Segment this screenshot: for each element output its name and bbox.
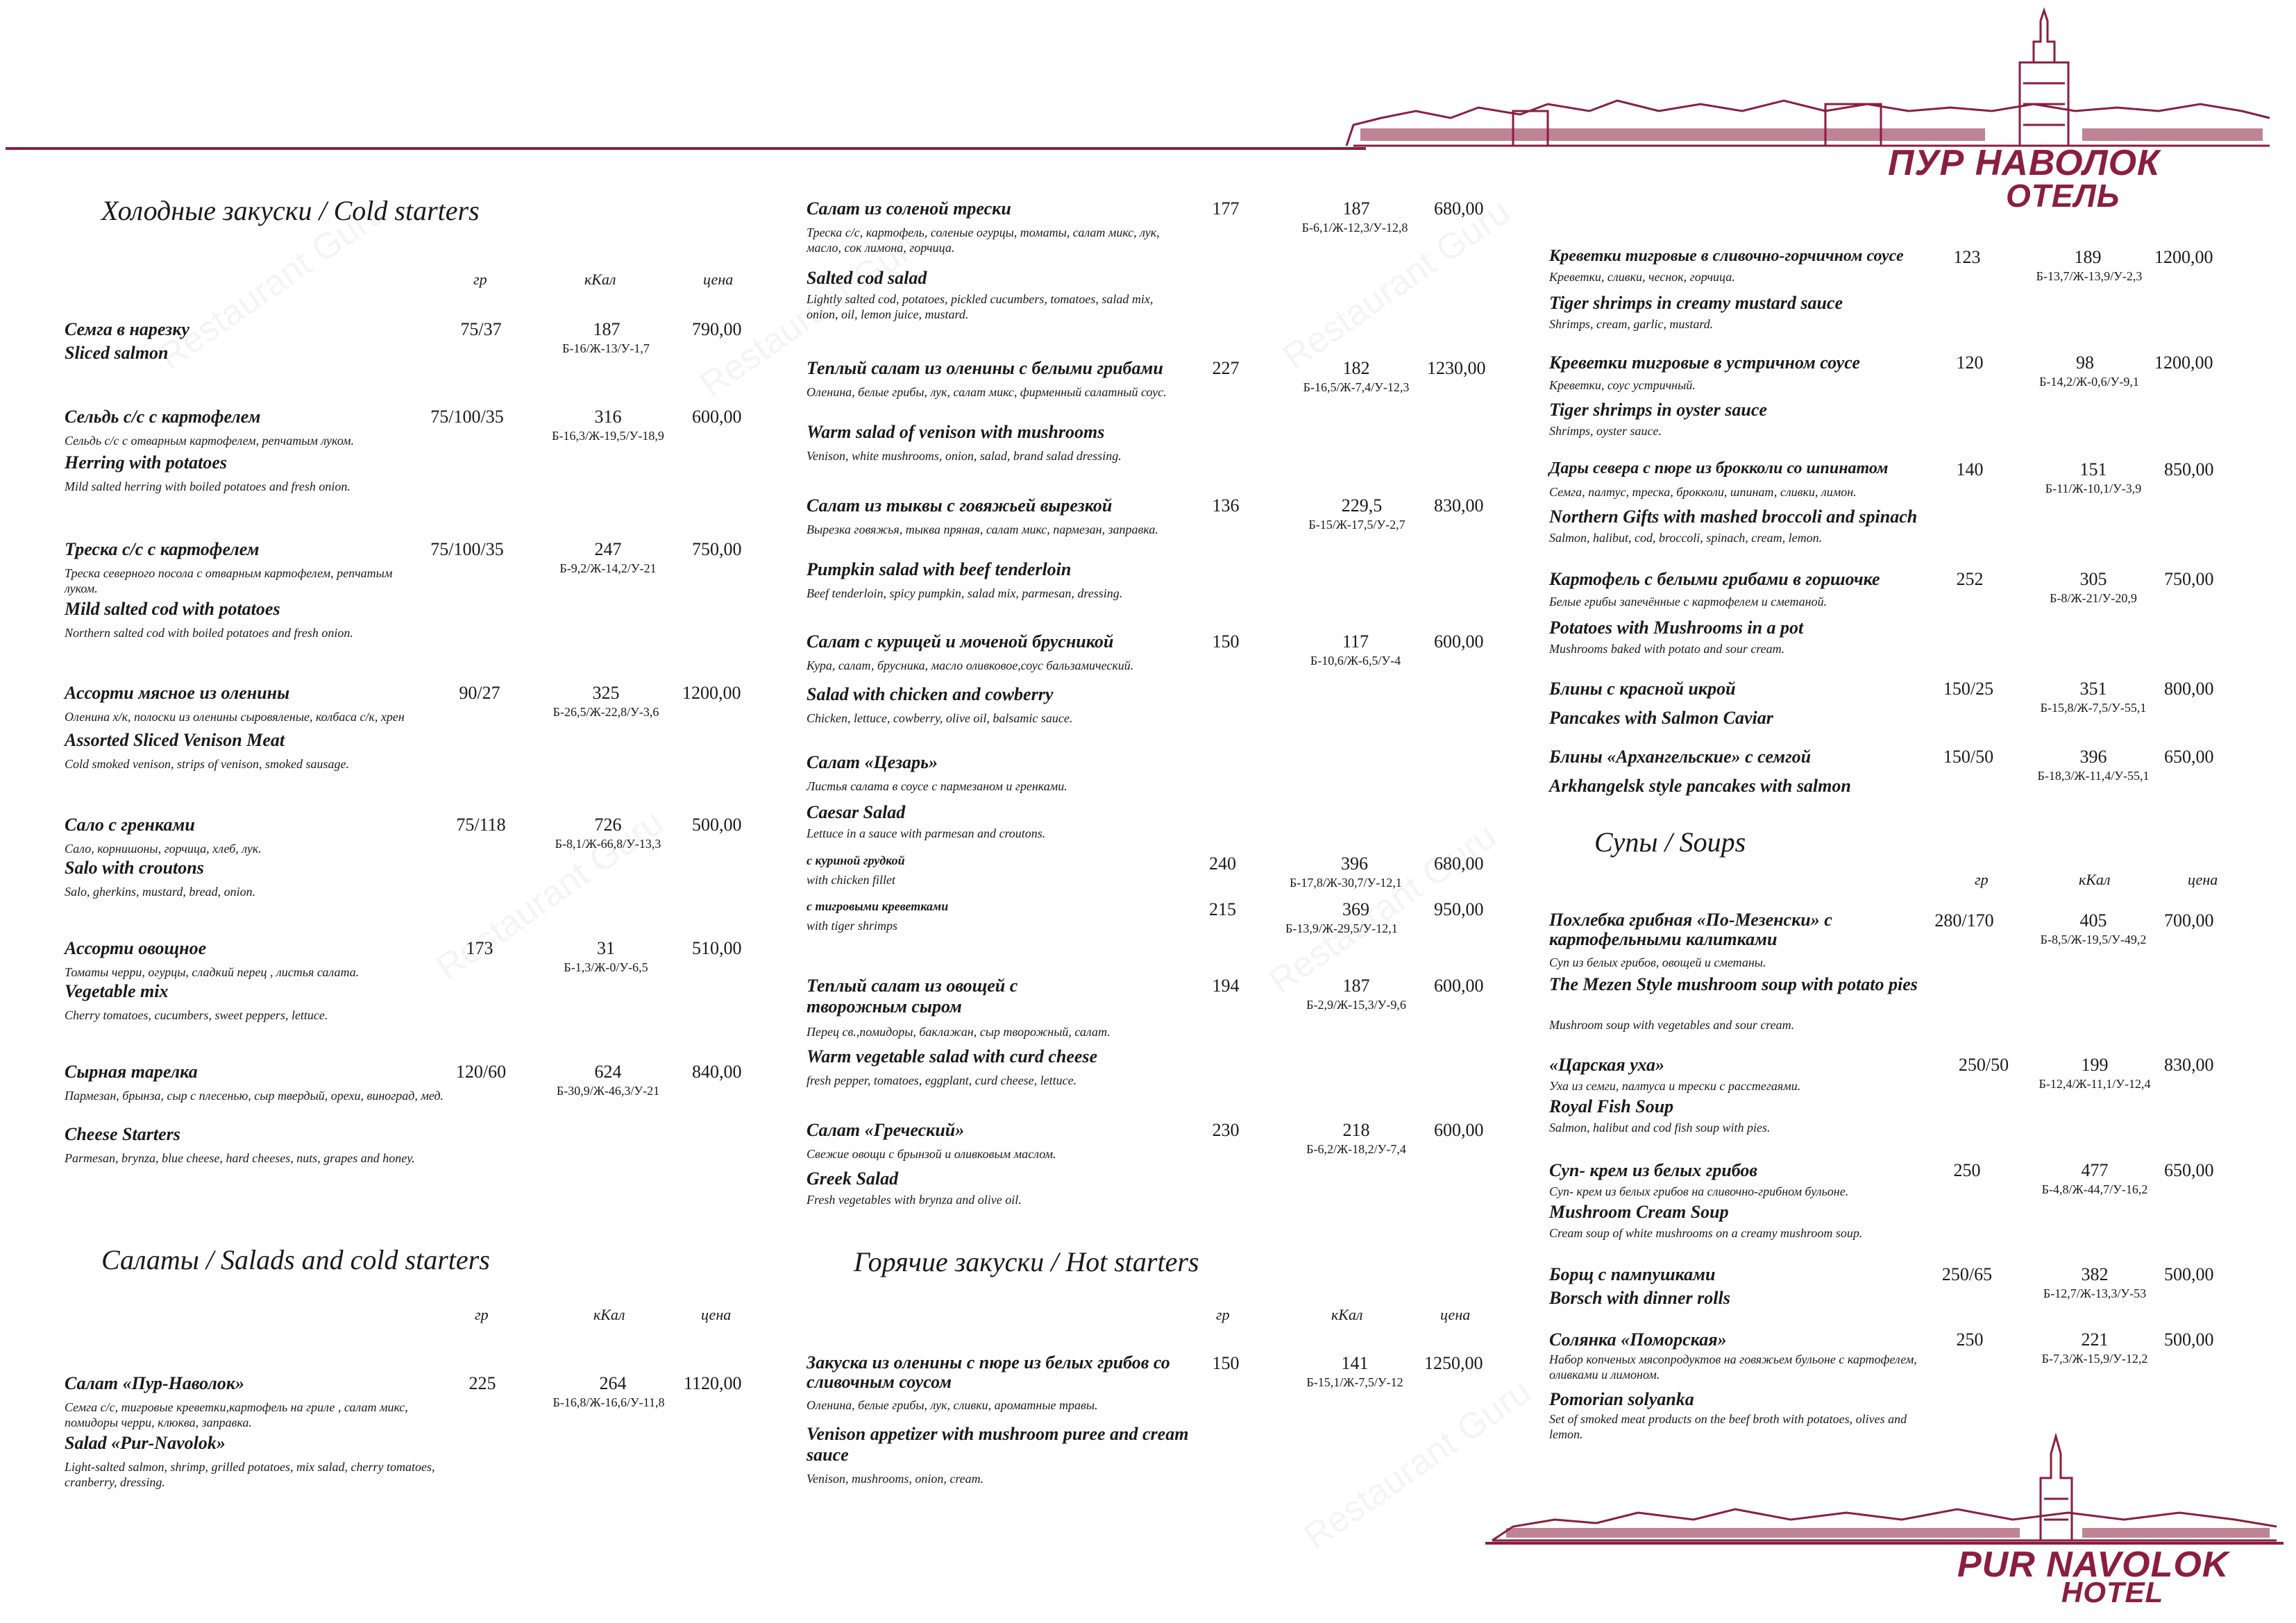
item-name-ru: Дары севера с пюре из брокколи со шпинатом — [1549, 459, 1889, 477]
item-desc-ru: Суп- крем из белых грибов на сливочно-грибном бульоне. — [1549, 1184, 1849, 1198]
item-nutrition: Б-12,7/Ж-13,3/У-53 — [2043, 1286, 2147, 1300]
item-desc-en: Chicken, lettuce, cowberry, olive oil, balsamic sauce. — [807, 711, 1073, 725]
item-calories: 98 — [2076, 352, 2094, 373]
item-name-ru: Похлебка грибная «По-Мезенски» с картофельными калитками — [1549, 910, 1832, 949]
item-calories: 325 — [592, 683, 620, 703]
item-name-ru: Суп- крем из белых грибов — [1549, 1160, 1758, 1180]
item-weight: 120 — [1956, 352, 1984, 373]
item-weight: 150/50 — [1943, 747, 1994, 767]
item-nutrition: Б-9,2/Ж-14,2/У-21 — [559, 561, 657, 575]
item-calories: 624 — [594, 1062, 622, 1082]
item-weight: 75/100/35 — [430, 539, 504, 559]
item-calories: 187 — [1342, 198, 1370, 219]
item-price: 600,00 — [692, 407, 742, 427]
column-header-grams: гр — [475, 1306, 489, 1323]
item-weight: 150 — [1212, 1353, 1240, 1373]
item-price: 500,00 — [692, 815, 742, 835]
item-desc-en: Beef tenderloin, spicy pumpkin, salad mix, parmesan, dressing. — [807, 586, 1123, 600]
item-price: 790,00 — [692, 319, 742, 339]
item-nutrition: Б-8/Ж-21/У-20,9 — [2050, 591, 2137, 605]
item-calories: 316 — [594, 407, 622, 427]
item-name-ru: Теплый салат из оленины с белыми грибами — [807, 358, 1163, 378]
item-name-ru: Ассорти овощное — [65, 938, 207, 958]
caesar-option — [807, 899, 1484, 941]
item-nutrition: Б-16,3/Ж-19,5/У-18,9 — [552, 429, 664, 443]
item-weight: 136 — [1212, 495, 1240, 516]
option-name-en: with tiger shrimps — [807, 919, 898, 933]
item-name-en: Pumpkin salad with beef tenderloin — [807, 559, 1072, 579]
item-weight: 250 — [1956, 1329, 1984, 1350]
item-weight: 177 — [1212, 198, 1240, 219]
column-header-grams: гр — [1975, 871, 1989, 888]
column-header-grams: гр — [1216, 1306, 1230, 1323]
header-rule — [6, 147, 1366, 150]
item-desc-ru: Семга с/с, тигровые креветки,картофель на гриле , салат микс, помидоры черри, клюква, заправка. — [65, 1400, 408, 1429]
item-nutrition: Б-16,8/Ж-16,6/У-11,8 — [552, 1395, 665, 1409]
item-name-en: Pomorian solyanka — [1549, 1389, 1694, 1409]
item-name-ru: Сырная тарелка — [65, 1062, 198, 1082]
item-weight: 150 — [1212, 631, 1240, 652]
item-nutrition: Б-30,9/Ж-46,3/У-21 — [556, 1084, 660, 1098]
item-weight: 75/100/35 — [430, 407, 504, 427]
item-name-en: Caesar Salad — [807, 802, 906, 822]
item-name-en: Salo with croutons — [65, 858, 204, 878]
item-calories: 305 — [2079, 569, 2107, 589]
item-desc-en: Salmon, halibut, cod, broccoli, spinach, cream, lemon. — [1549, 531, 1823, 545]
option-calories: 396 — [1341, 853, 1368, 874]
item-weight: 123 — [1953, 247, 1981, 267]
item-desc-en: Fresh vegetables with brynza and olive oil. — [807, 1193, 1022, 1207]
item-name-ru: Салат с курицей и моченой брусникой — [807, 631, 1114, 652]
item-desc-en: Cream soup of white mushrooms on a creamy mushroom soup. — [1549, 1226, 1863, 1240]
item-name-ru: Креветки тигровые в сливочно-горчичном соусе — [1549, 247, 1904, 265]
item-weight: 90/27 — [459, 683, 500, 703]
item-desc-en: fresh pepper, tomatoes, eggplant, curd cheese, lettuce. — [807, 1073, 1077, 1087]
item-desc-ru: Сало, корнишоны, горчица, хлеб, лук. — [65, 842, 262, 856]
item-name-en: Borsch with dinner rolls — [1549, 1288, 1730, 1308]
item-name-ru: Сало с гренками — [65, 815, 195, 835]
item-name-en: Royal Fish Soup — [1549, 1096, 1674, 1116]
item-name-en: Greek Salad — [807, 1169, 899, 1189]
item-name-ru: Борщ с пампушками — [1549, 1264, 1716, 1284]
item-desc-en: Mushrooms baked with potato and sour cream. — [1549, 642, 1785, 656]
item-price: 500,00 — [2164, 1264, 2214, 1284]
item-name-en: Venison appetizer with mushroom puree and cream sauce — [807, 1424, 1189, 1465]
item-name-en: Potatoes with Mushrooms in a pot — [1549, 618, 1804, 638]
item-name-ru: Блины «Архангельские» с семгой — [1549, 747, 1812, 767]
item-desc-en: Venison, mushrooms, onion, cream. — [807, 1472, 984, 1486]
item-name-ru: Салат «Пур-Наволок» — [65, 1373, 245, 1393]
item-calories: 199 — [2081, 1055, 2109, 1075]
item-weight: 75/118 — [456, 815, 506, 835]
item-desc-ru: Оленина х/к, полоски из оленины сыровяленые, колбаса с/к, хрен — [65, 710, 405, 724]
item-desc-ru: Пармезан, брынза, сыр с плесенью, сыр твердый, орехи, виноград, мед. — [65, 1089, 444, 1103]
item-desc-ru: Семга, палтус, треска, брокколи, шпинат, сливки, лимон. — [1549, 485, 1857, 499]
item-nutrition: Б-16,5/Ж-7,4/У-12,3 — [1303, 380, 1410, 394]
option-weight: 240 — [1209, 853, 1236, 874]
item-desc-en: Mushroom soup with vegetables and sour cream. — [1549, 1018, 1795, 1032]
item-price: 600,00 — [1434, 1120, 1484, 1140]
item-weight: 280/170 — [1934, 910, 1994, 931]
item-nutrition: Б-7,3/Ж-15,9/У-12,2 — [2041, 1352, 2148, 1366]
item-weight: 173 — [466, 938, 493, 958]
item-desc-ru: Набор копченых мясопродуктов на говяжьем бульоне с картофелем, оливками и лимоном. — [1549, 1352, 1917, 1382]
item-price: 700,00 — [2164, 910, 2214, 931]
item-price: 830,00 — [2164, 1055, 2214, 1075]
item-price: 800,00 — [2164, 679, 2214, 699]
item-calories: 351 — [2079, 679, 2107, 699]
item-calories: 31 — [597, 938, 615, 958]
option-name-ru: с куриной грудкой — [807, 853, 905, 867]
item-desc-en: Venison, white mushrooms, onion, salad, brand salad dressing. — [807, 449, 1122, 463]
item-name-en: Assorted Sliced Venison Meat — [65, 730, 285, 750]
item-desc-ru: Белые грибы запечённые с картофелем и сметаной. — [1549, 595, 1827, 609]
item-weight: 225 — [469, 1373, 496, 1393]
item-name-en: Sliced salmon — [65, 343, 169, 363]
item-nutrition: Б-16/Ж-13/У-1,7 — [562, 341, 650, 355]
item-name-en: Herring with potatoes — [65, 452, 228, 473]
item-calories: 189 — [2074, 247, 2102, 267]
item-calories: 247 — [594, 539, 622, 559]
item-nutrition: Б-2,9/Ж-15,3/У-9,6 — [1306, 998, 1406, 1012]
item-desc-en: Lettuce in a sauce with parmesan and croutons. — [807, 826, 1046, 840]
item-desc-en: Mild salted herring with boiled potatoes and fresh onion. — [65, 479, 351, 493]
item-desc-ru: Оленина, белые грибы, лук, салат микс, фирменный салатный соус. — [807, 385, 1167, 399]
logo-subtext: HOTEL — [2061, 1576, 2164, 1608]
item-name-en: The Mezen Style mushroom soup with potato pies — [1549, 974, 1918, 994]
logo-text: PUR NAVOLOK — [1957, 1545, 2229, 1585]
item-desc-en: Salmon, halibut and cod fish soup with pies. — [1549, 1121, 1771, 1135]
column-header-kcal: кКал — [1331, 1306, 1363, 1323]
item-weight: 194 — [1212, 976, 1240, 996]
item-calories: 396 — [2079, 747, 2107, 767]
item-name-ru: Салат «Греческий» — [807, 1120, 965, 1140]
item-price: 830,00 — [1434, 495, 1484, 516]
item-name-ru: Салат «Цезарь» — [807, 752, 938, 772]
item-price: 1200,00 — [2154, 247, 2213, 267]
item-desc-ru: Томаты черри, огурцы, сладкий перец , листья салата. — [65, 965, 360, 979]
item-weight: 230 — [1212, 1120, 1240, 1140]
option-price: 680,00 — [1434, 853, 1484, 874]
item-name-en: Pancakes with Salmon Caviar — [1549, 708, 1773, 728]
item-name-en: Salted cod salad — [807, 268, 927, 288]
item-weight: 250 — [1953, 1160, 1981, 1180]
section-title-hot-starters: Горячие закуски / Hot starters — [854, 1246, 1199, 1277]
item-price: 600,00 — [1434, 631, 1484, 652]
item-calories: 218 — [1342, 1120, 1370, 1140]
item-calories: 264 — [599, 1373, 627, 1393]
item-calories: 117 — [1342, 631, 1369, 652]
item-price: 600,00 — [1434, 976, 1484, 996]
item-price: 680,00 — [1434, 198, 1484, 219]
item-calories: 726 — [594, 815, 622, 835]
column-header-kcal: кКал — [584, 271, 616, 288]
item-name-en: Warm salad of venison with mushrooms — [807, 422, 1105, 442]
item-calories: 229,5 — [1341, 495, 1383, 516]
item-desc-ru: Сельдь с/с с отварным картофелем, репчатым луком. — [65, 434, 355, 448]
item-name-ru: Креветки тигровые в устричном соусе — [1549, 352, 1860, 373]
item-desc-ru: Кура, салат, брусника, масло оливковое,соус бальзамический. — [807, 658, 1134, 672]
item-calories: 405 — [2079, 910, 2107, 931]
item-price: 1200,00 — [682, 683, 741, 703]
item-nutrition: Б-14,2/Ж-0,6/У-9,1 — [2039, 375, 2139, 389]
option-name-ru: с тигровыми креветками — [807, 899, 949, 913]
item-nutrition: Б-6,2/Ж-18,2/У-7,4 — [1306, 1142, 1406, 1156]
item-nutrition: Б-15,8/Ж-7,5/У-55,1 — [2040, 701, 2147, 715]
item-weight: 140 — [1956, 459, 1984, 479]
item-nutrition: Б-4,8/Ж-44,7/У-16,2 — [2041, 1182, 2148, 1196]
item-nutrition: Б-8,5/Ж-19,5/У-49,2 — [2040, 933, 2147, 946]
item-name-ru: «Царская уха» — [1549, 1055, 1665, 1075]
item-nutrition: Б-6,1/Ж-12,3/У-12,8 — [1301, 221, 1408, 235]
item-weight: 250/50 — [1958, 1055, 2009, 1075]
column-header-price: цена — [1440, 1306, 1471, 1323]
option-nutrition: Б-17,8/Ж-30,7/У-12,1 — [1290, 876, 1402, 890]
item-desc-ru: Листья салата в соусе с пармезаном и гренками. — [807, 779, 1067, 793]
column-header-kcal: кКал — [593, 1306, 625, 1323]
item-nutrition: Б-1,3/Ж-0/У-6,5 — [564, 960, 648, 974]
item-desc-ru: Креветки, сливки, чеснок, горчица. — [1549, 270, 1735, 284]
column-header-price: цена — [2188, 871, 2218, 888]
section-title-cold-starters: Холодные закуски / Cold starters — [101, 195, 480, 226]
item-weight: 252 — [1956, 569, 1984, 589]
item-price: 500,00 — [2164, 1329, 2214, 1350]
item-nutrition: Б-15,1/Ж-7,5/У-12 — [1306, 1375, 1403, 1389]
item-name-ru: Сельдь с/с с картофелем — [65, 407, 261, 427]
item-nutrition: Б-12,4/Ж-11,1/У-12,4 — [2038, 1077, 2151, 1091]
item-price: 850,00 — [2164, 459, 2214, 479]
item-price: 1230,00 — [1427, 358, 1486, 378]
item-desc-en: Northern salted cod with boiled potatoes and fresh onion. — [65, 626, 353, 640]
caesar-option — [807, 853, 1484, 895]
item-name-ru: Закуска из оленины с пюре из белых грибов со сливочным соусом — [807, 1352, 1170, 1392]
item-name-en: Tiger shrimps in creamy mustard sauce — [1549, 293, 1843, 313]
column-header-grams: гр — [473, 271, 487, 288]
item-name-en: Salad with chicken and cowberry — [807, 684, 1054, 704]
item-price: 510,00 — [692, 938, 742, 958]
item-weight: 120/60 — [455, 1062, 507, 1082]
item-price: 750,00 — [692, 539, 742, 559]
column-header-price: цена — [701, 1306, 732, 1323]
item-nutrition: Б-11/Ж-10,1/У-3,9 — [2045, 482, 2142, 495]
item-name-en: Warm vegetable salad with curd cheese — [807, 1046, 1098, 1067]
item-desc-ru: Треска северного посола с отварным картофелем, репчатым луком. — [65, 566, 393, 595]
item-name-en: Northern Gifts with mashed broccoli and spinach — [1549, 507, 1918, 527]
item-price: 1200,00 — [2154, 352, 2213, 373]
item-name-en: Arkhangelsk style pancakes with salmon — [1549, 776, 1851, 796]
item-price: 1250,00 — [1424, 1353, 1483, 1373]
item-desc-ru: Креветки, соус устричный. — [1549, 378, 1696, 392]
item-name-en: Salad «Pur-Navolok» — [65, 1433, 226, 1453]
item-price: 650,00 — [2164, 1160, 2214, 1180]
item-calories: 187 — [1342, 976, 1370, 996]
item-name-ru: Семга в нарезку — [65, 319, 189, 339]
item-calories: 221 — [2081, 1329, 2109, 1350]
logo-subtext: ОТЕЛЬ — [2006, 178, 2120, 214]
item-name-ru: Солянка «Поморская» — [1549, 1329, 1727, 1350]
item-nutrition: Б-8,1/Ж-66,8/У-13,3 — [555, 837, 661, 851]
item-price: 840,00 — [692, 1062, 742, 1082]
item-desc-en: Salo, gherkins, mustard, bread, onion. — [65, 885, 256, 899]
option-weight: 215 — [1209, 899, 1236, 919]
item-desc-en: Light-salted salmon, shrimp, grilled potatoes, mix salad, cherry tomatoes, cranberry, dressing. — [65, 1460, 435, 1489]
section-title-soups: Супы / Soups — [1594, 826, 1746, 858]
item-name-ru: Салат из соленой трески — [807, 198, 1011, 219]
item-weight: 150/25 — [1943, 679, 1994, 699]
item-price: 1120,00 — [684, 1373, 742, 1393]
item-nutrition: Б-26,5/Ж-22,8/У-3,6 — [552, 705, 659, 719]
item-name-ru: Блины с красной икрой — [1549, 679, 1736, 699]
item-calories: 151 — [2079, 459, 2107, 479]
item-weight: 227 — [1212, 358, 1240, 378]
item-desc-ru: Уха из семги, палтуса и трески с расстегаями. — [1549, 1079, 1801, 1093]
item-desc-ru: Свежие овощи с брынзой и оливковым маслом. — [807, 1147, 1056, 1161]
item-name-en: Cheese Starters — [65, 1124, 180, 1144]
item-desc-ru: Вырезка говяжья, тыква пряная, салат микс, пармезан, заправка. — [807, 522, 1158, 536]
item-nutrition: Б-18,3/Ж-11,4/У-55,1 — [2037, 769, 2150, 783]
item-name-en: Mushroom Cream Soup — [1549, 1202, 1729, 1222]
item-desc-en: Parmesan, brynza, blue cheese, hard cheeses, nuts, grapes and honey. — [65, 1151, 415, 1165]
item-price: 650,00 — [2164, 747, 2214, 767]
item-name-ru: Ассорти мясное из оленины — [65, 683, 290, 703]
item-calories: 477 — [2081, 1160, 2109, 1180]
section-title-salads: Салаты / Salads and cold starters — [101, 1244, 490, 1275]
item-calories: 382 — [2081, 1264, 2109, 1284]
item-name-en: Vegetable mix — [65, 981, 169, 1001]
option-calories: 369 — [1342, 899, 1369, 919]
item-desc-en: Cold smoked venison, strips of venison, smoked sausage. — [65, 757, 349, 771]
item-desc-ru: Оленина, белые грибы, лук, сливки, ароматные травы. — [807, 1398, 1098, 1412]
item-nutrition: Б-13,7/Ж-13,9/У-2,3 — [2036, 269, 2143, 283]
logo-text: ПУР НАВОЛОК — [1888, 143, 2161, 183]
item-weight: 250/65 — [1941, 1264, 1993, 1284]
column-header-kcal: кКал — [2079, 871, 2111, 888]
option-price: 950,00 — [1434, 899, 1484, 919]
item-desc-en: Shrimps, cream, garlic, mustard. — [1549, 317, 1714, 331]
item-name-ru: Салат из тыквы с говяжьей вырезкой — [807, 495, 1113, 516]
item-weight: 75/37 — [460, 319, 502, 339]
item-name-ru: Теплый салат из овощей с творожным сыром — [807, 976, 1018, 1017]
column-header-price: цена — [703, 271, 734, 288]
item-calories: 187 — [593, 319, 621, 339]
item-calories: 182 — [1342, 358, 1370, 378]
item-nutrition: Б-10,6/Ж-6,5/У-4 — [1310, 654, 1401, 668]
item-price: 750,00 — [2164, 569, 2214, 589]
item-name-en: Mild salted cod with potatoes — [65, 599, 280, 619]
item-desc-en: Shrimps, oyster sauce. — [1549, 424, 1662, 438]
item-desc-en: Set of smoked meat products on the beef broth with potatoes, olives and lemon. — [1549, 1412, 1907, 1441]
item-desc-ru: Перец св.,помидоры, баклажан, сыр творожный, салат. — [807, 1025, 1111, 1039]
option-name-en: with chicken fillet — [807, 873, 895, 887]
item-desc-ru: Треска с/с, картофель, соленые огурцы, томаты, салат микс, лук, масло, сок лимона, горчица. — [807, 226, 1160, 255]
item-nutrition: Б-15/Ж-17,5/У-2,7 — [1308, 518, 1406, 532]
item-calories: 141 — [1341, 1353, 1369, 1373]
item-desc-en: Cherry tomatoes, cucumbers, sweet peppers, lettuce. — [65, 1008, 328, 1022]
option-nutrition: Б-13,9/Ж-29,5/У-12,1 — [1285, 921, 1398, 935]
item-desc-en: Lightly salted cod, potatoes, pickled cucumbers, tomatoes, salad mix, onion, oil, lemon juice, mustard. — [807, 292, 1154, 321]
item-desc-ru: Суп из белых грибов, овощей и сметаны. — [1549, 955, 1766, 969]
item-name-ru: Картофель с белыми грибами в горшочке — [1549, 569, 1880, 589]
item-name-en: Tiger shrimps in oyster sauce — [1549, 400, 1767, 420]
item-name-ru: Треска с/с с картофелем — [65, 539, 260, 559]
